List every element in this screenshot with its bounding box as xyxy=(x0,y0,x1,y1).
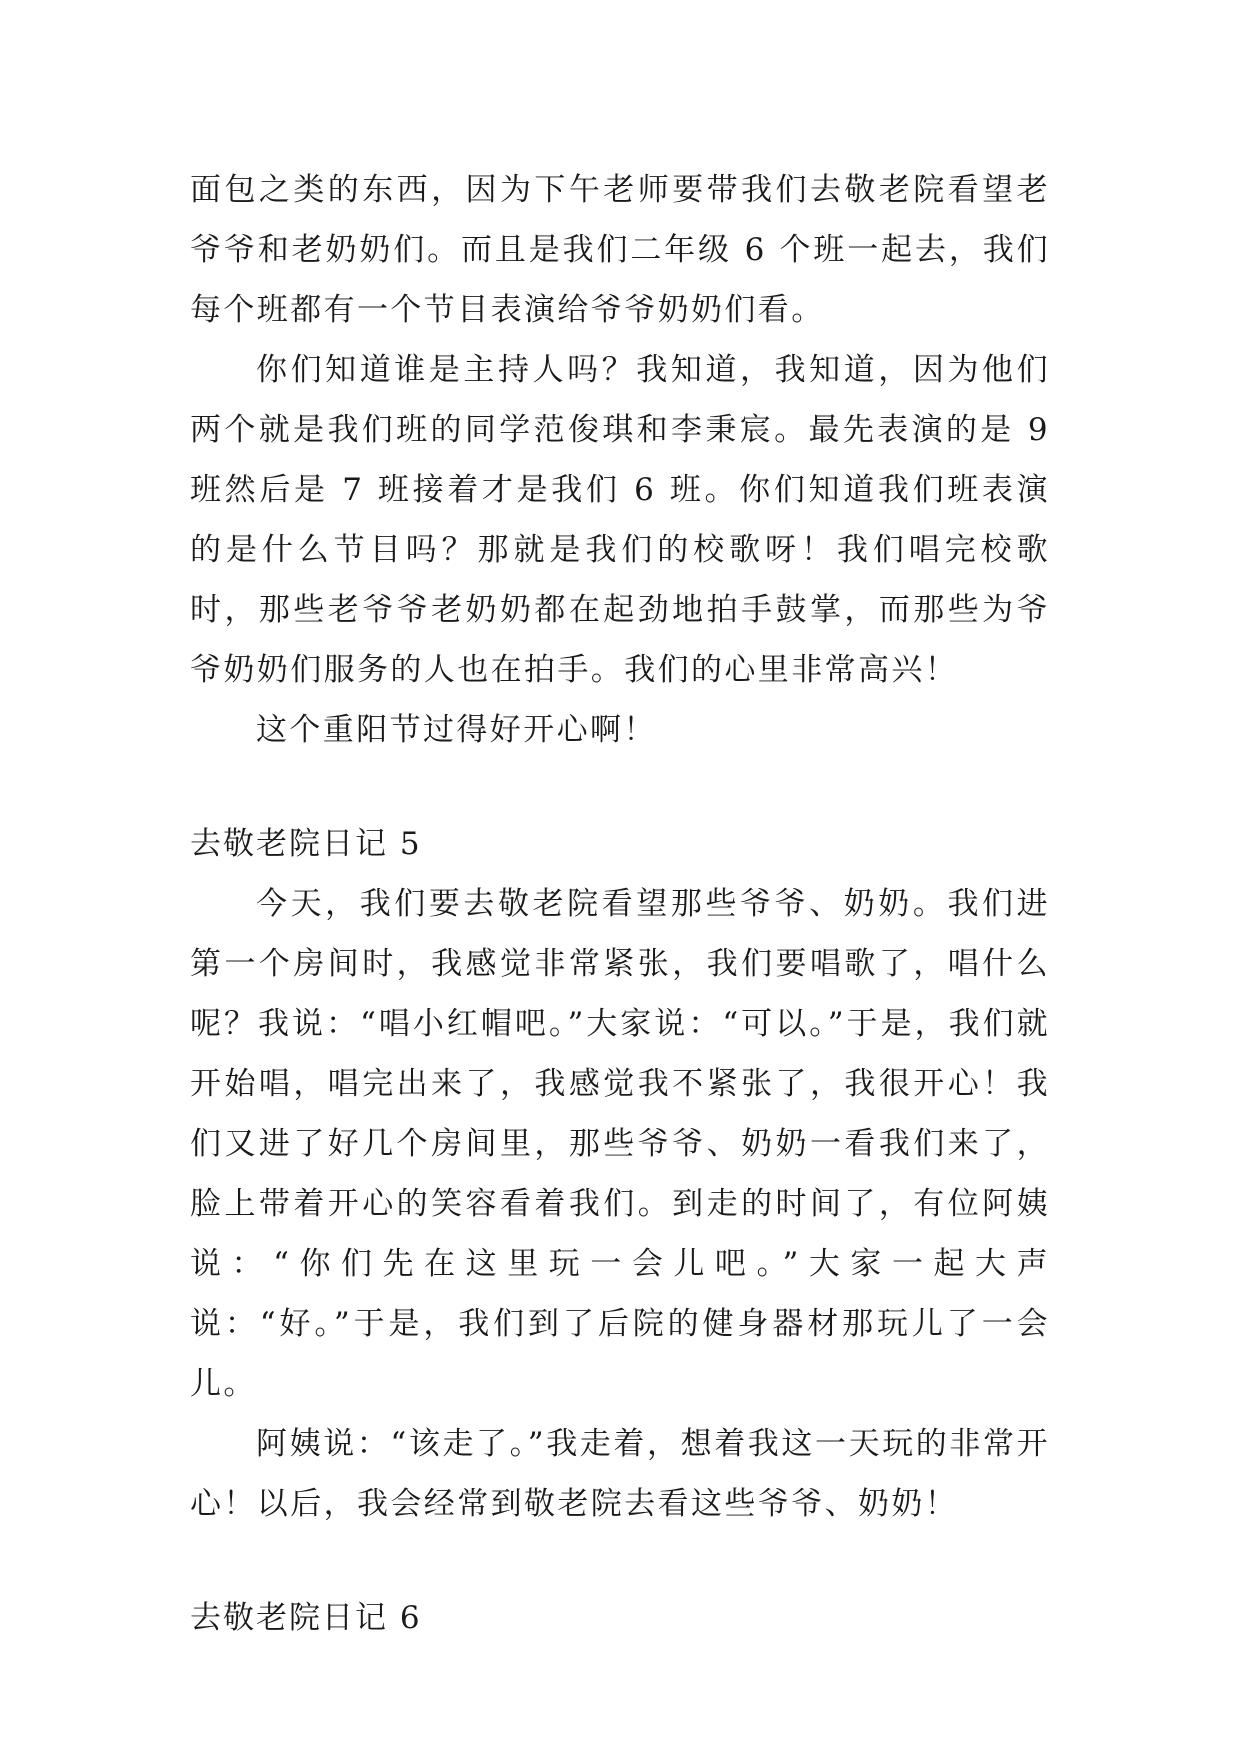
document-body xyxy=(190,160,1050,1648)
paragraph-host: 你们知道谁是主持人吗？我知道，我知道，因为他们两个就是我们班的同学范俊琪和李秉宸。最先表演的是 9 班然后是 7 班接着才是我们 6 班。你们知道我们班表演的是什么节目吗？那就是我们的校歌呀！我们唱完校歌时，那些老爷爷老奶奶都在起劲地拍手鼓掌，而那些为爷爷奶奶们服务的人也在拍手。我们的心里非常高兴！ xyxy=(190,352,1050,688)
paragraph-continued: 面包之类的东西，因为下午老师要带我们去敬老院看望老爷爷和老奶奶们。而且是我们二年级 6 个班一起去，我们每个班都有一个节目表演给爷爷奶奶们看。 xyxy=(190,172,1050,328)
paragraph-closing: 这个重阳节过得好开心啊！ xyxy=(256,712,657,748)
diary-5-paragraph-1: 今天，我们要去敬老院看望那些爷爷、奶奶。我们进第一个房间时，我感觉非常紧张，我们要唱歌了，唱什么呢？我说：“唱小红帽吧。”大家说：“可以。”于是，我们就开始唱，唱完出来了，我感觉我不紧张了，我很开心！我们又进了好几个房间里，那些爷爷、奶奶一看我们来了，脸上带着开心的笑容看着我们。到走的时间了，有位阿姨说：“你们先在这里玩一会儿吧。”大家一起大声说：“好。”于是，我们到了后院的健身器材那玩儿了一会儿。 xyxy=(190,886,1050,1402)
diary-5-paragraph-2: 阿姨说：“该走了。”我走着，想着我这一天玩的非常开心！以后，我会经常到敬老院去看这些爷爷、奶奶！ xyxy=(190,1426,1050,1522)
diary-6-heading: 去敬老院日记 6 xyxy=(190,1600,422,1636)
diary-5-heading: 去敬老院日记 5 xyxy=(190,826,422,862)
